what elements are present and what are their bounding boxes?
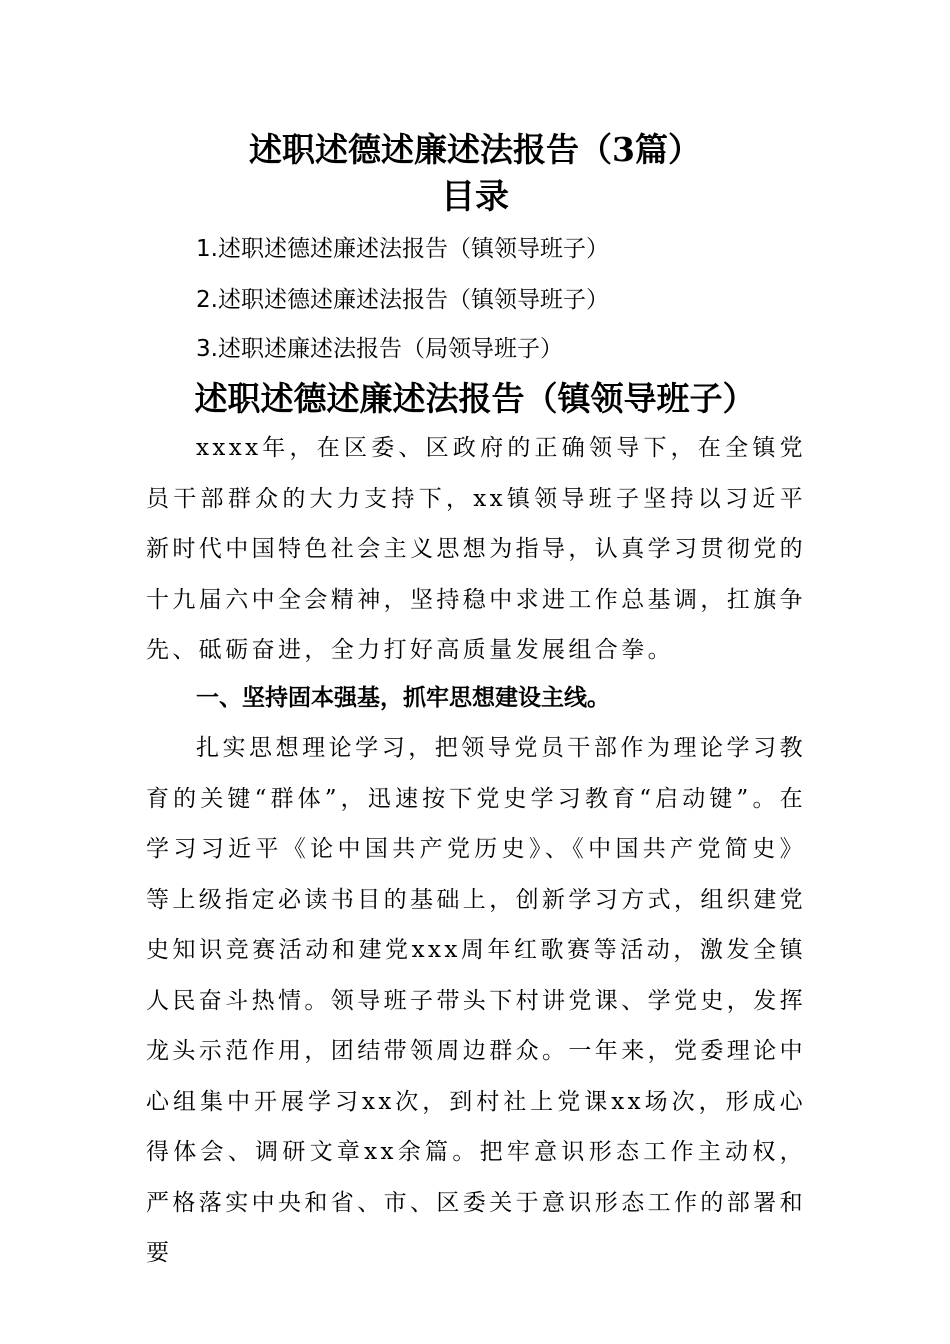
body-paragraph: 扎实思想理论学习，把领导党员干部作为理论学习教育的关键“群体”，迅速按下党史学习教育“启动键”。在学习习近平《论中国共产党历史》、《中国共产党简史》等上级指定必读书目的基础上，创新学习方式，组织建党史知识竞赛活动和建党xxx周年红歌赛等活动，激发全镇人民奋斗热情。领导班子带头下村讲党课、学党史，发挥龙头示范作用，团结带领周边群众。一年来，党委理论中心组集中开展学习xx次，到村社上党课xx场次，形成心得体会、调研文章xx余篇。把牢意识形态工作主动权，严格落实中央和省、市、区委关于意识形态工作的部署和要 [146, 735, 806, 1266]
body-paragraph: xxxx年，在区委、区政府的正确领导下，在全镇党员干部群众的大力支持下，xx镇领导班子坚持以习近平新时代中国特色社会主义思想为指导，认真学习贯彻党的十九届六中全会精神，坚持稳中求进工作总基调，扛旗争先、砥砺奋进，全力打好高质量发展组合拳。 [146, 435, 806, 663]
toc-heading: 目录 [441, 177, 509, 217]
toc-item: 2.述职述德述廉述法报告（镇领导班子） [196, 287, 609, 313]
toc-item: 3.述职述廉述法报告（局领导班子） [196, 336, 563, 362]
section-title: 述职述德述廉述法报告（镇领导班子） [194, 379, 756, 418]
document-title: 述职述德述廉述法报告（3篇） [249, 130, 701, 169]
section-subheading: 一、坚持固本强基，抓牢思想建设主线。 [196, 685, 610, 711]
toc-item: 1.述职述德述廉述法报告（镇领导班子） [196, 236, 609, 262]
